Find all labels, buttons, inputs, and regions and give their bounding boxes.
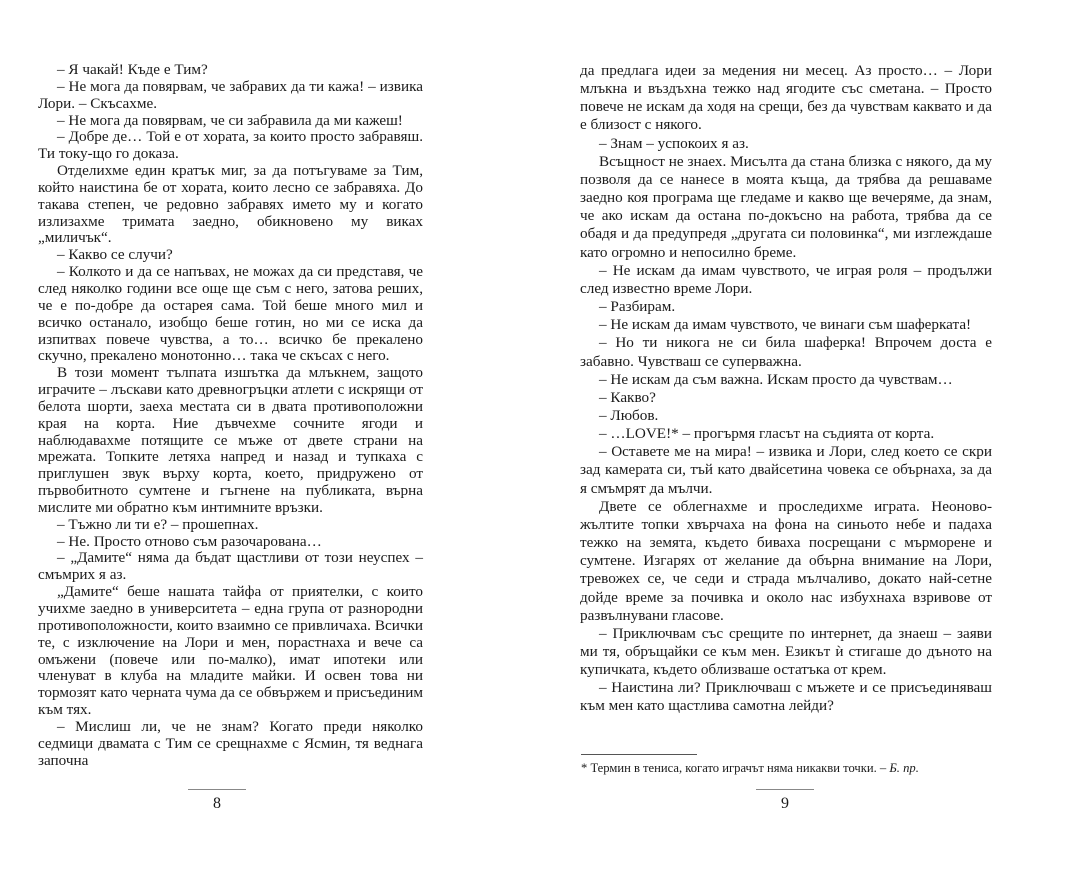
- paragraph: Всъщност не знаех. Мисълта да стана близка с някого, да му позволя да се нанесе в моята къща, да трябва да решаваме заедно коя програма ще гледаме и какво ще вечеряме, да знам, че ако искам да остана по-докъсно на работа, трябва да се обадя и да предупредя „другата си половинка“, ми изглеждаше като огромно и непосилно бреме.: [580, 152, 992, 261]
- paragraph: – Добре де… Той е от хората, за които просто забравяш. Ти току-що го доказа.: [38, 128, 423, 163]
- paragraph: – Знам – успокоих я аз.: [599, 134, 749, 152]
- paragraph: Двете се облегнахме и проследихме играта. Неоново-жълтите топки хвърчаха на фона на синьото небе и падаха тежко на земята, където биваха посрещани с мърморене и сумтене. Изгарях от желание да обърна внимание на Лори, тревожех се, че седи и страда мълчаливо, докато най-сетне дойде време за почивка и около нас избухнаха взривове от развълнувани гласове.: [580, 497, 992, 624]
- paragraph: – Какво се случи?: [57, 246, 173, 264]
- page-number-rule-left: [188, 789, 246, 790]
- paragraph: – Наистина ли? Приключваш с мъжете и се присъединяваш към мен като щастлива самотна лейди?: [580, 679, 992, 715]
- paragraph: Отделихме един кратък миг, за да потъгуваме за Тим, който наистина бе от хората, които лесно се забравяха. До такава степен, че редовно забравях името му и когато излизахме тримата заедно, обикновено му виках „миличък“.: [38, 162, 423, 247]
- paragraph: – Колкото и да се напъвах, не можах да си представя, че след няколко години все още ще съм с него, затова реших, че е по-добре да остарея сама. Той беше много мил и всичко останало, изобщо беше готин, но ми се иска да изпитвах повече чувства, а то… всичко бе прекалено скучно, прекалено монотонно… така че скъсах с него.: [38, 263, 423, 365]
- paragraph: В този момент тълпата изшътка да млъкнем, защото играчите – лъскави като древногръцки атлети с искрящи от белота шорти, заеха местата си в двата противоположни края на корта. Ние дъвчехме сочните ягоди и наблюдавахме потящите се мъже от двете страни на мрежата. Топките летяха напред и назад и тупкаха с приглушен звук върху корта, което, придружено от първобитното сумтене и гъгнене на публиката, върна мислите ми обратно към интимните връзки.: [38, 364, 423, 516]
- footnote: [581, 760, 993, 776]
- page-number-right: 9: [781, 795, 789, 812]
- paragraph: – „Дамите“ няма да бъдат щастливи от този неуспех – смъмрих я аз.: [38, 549, 423, 584]
- footnote-divider: [581, 754, 697, 755]
- paragraph: – Не искам да имам чувството, че винаги съм шаферката!: [599, 316, 972, 334]
- paragraph: – Любов.: [599, 406, 659, 424]
- paragraph: – Мислиш ли, че не знам? Когато преди няколко седмици двамата с Тим се срещнахме с Ясмин, тя веднага започна: [38, 717, 423, 769]
- page-number-rule-right: [756, 789, 814, 790]
- paragraph: – Какво?: [599, 388, 656, 406]
- page-number-left: 8: [213, 795, 221, 812]
- paragraph: – Тъжно ли ти е? – прошепнах.: [57, 515, 259, 533]
- paragraph: – Не мога да повярвам, че си забравила да ми кажеш!: [57, 111, 403, 129]
- footnote-text: * Термин в тениса, когато играчът няма никакви точки. –: [581, 761, 887, 775]
- paragraph: – Приключвам със срещите по интернет, да знаеш – заяви ми тя, обръщайки се към мен. Езикът ѝ стигаше до дъното на купичката, където облизваше остатъка от крем.: [580, 624, 992, 679]
- paragraph: – Не искам да съм важна. Искам просто да чувствам…: [599, 370, 953, 388]
- footnote-abbrev: Б. пр.: [889, 761, 919, 775]
- paragraph: – …LOVE!* – прогърмя гласът на съдията от корта.: [599, 425, 935, 443]
- paragraph: – Я чакай! Къде е Тим?: [57, 61, 208, 78]
- paragraph: да предлага идеи за медения ни месец. Аз просто… – Лори млъкна и въздъхна тежко над ягодите със сметана. – Просто повече не искам да ходя на срещи, без да чувствам каквато и да е близост с някого.: [580, 62, 992, 134]
- paragraph: – Разбирам.: [599, 298, 676, 316]
- paragraph: – Но ти никога не си била шаферка! Впрочем доста е забавно. Чувстваш се суперважна.: [580, 334, 992, 370]
- left-page-text: [38, 62, 423, 769]
- paragraph: – Оставете ме на мира! – извика и Лори, след което се скри зад камерата си, тъй като двайсетина човека се обърнаха, за да я смъмрят да мълчи.: [580, 443, 992, 497]
- paragraph: – Не искам да имам чувството, че играя роля – продължи след известно време Лори.: [580, 261, 992, 297]
- paragraph: „Дамите“ беше нашата тайфа от приятелки, с които учихме заедно в университета – една група от разнородни противоположности, които взаимно се привличаха. Всички те, с изключение на Лори и мен, порастнаха и вече са омъжени (повече или по-малко), имат ипотеки или членуват в клуба на младите майки. И освен това ни тормозят като черната чума да се обвържем и присъединим към тях.: [38, 583, 423, 719]
- right-page-text: [580, 62, 992, 716]
- paragraph: – Не мога да повярвам, че забравих да ти кажа! – извика Лори. – Скъсахме.: [38, 77, 423, 112]
- paragraph: – Не. Просто отново съм разочарована…: [57, 532, 322, 550]
